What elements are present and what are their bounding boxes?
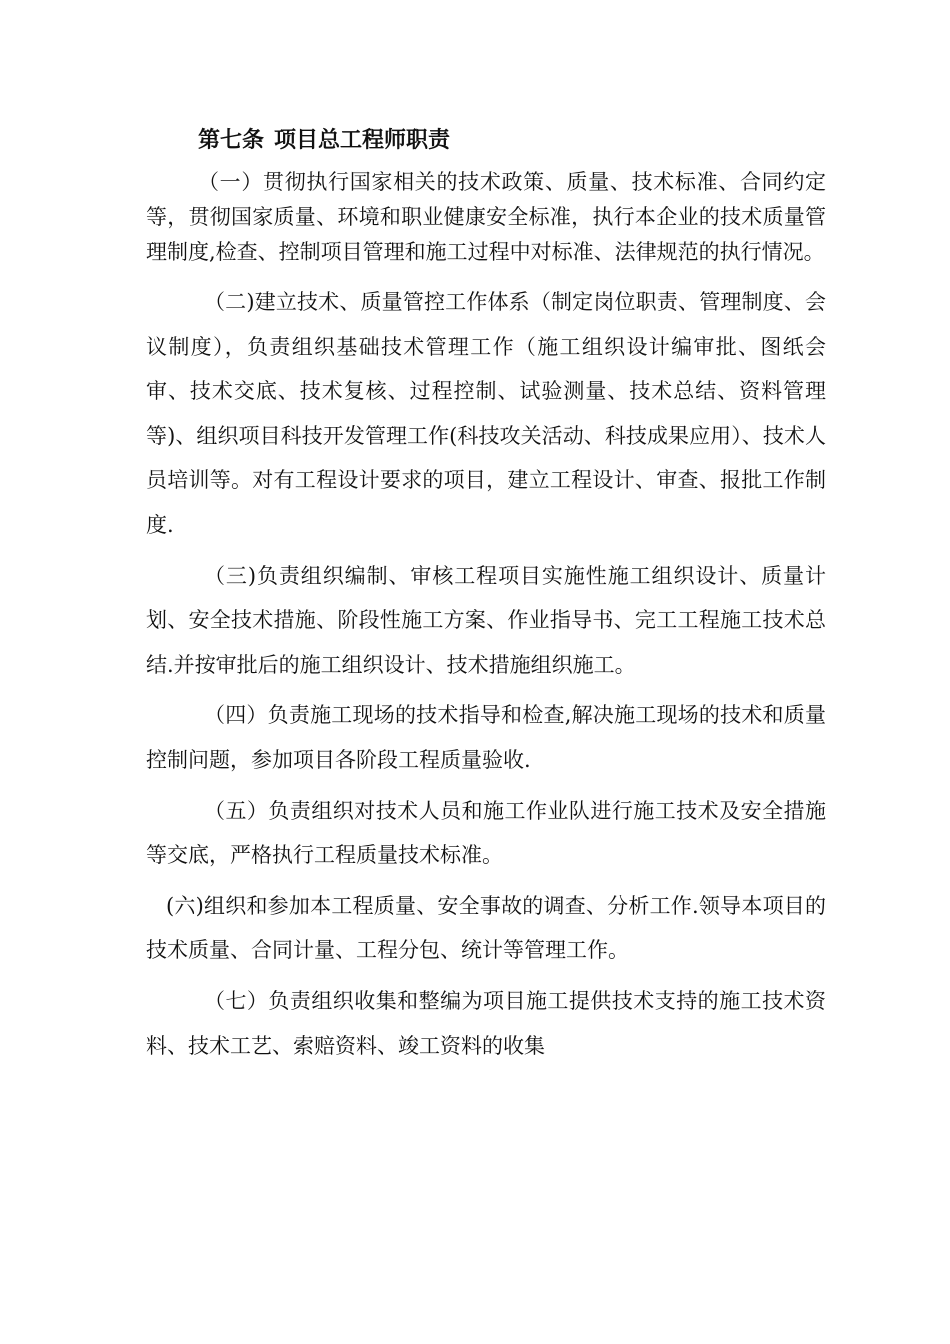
paragraph-6: (六)组织和参加本工程质量、安全事故的调查、分析工作.领导本项目的技术质量、合同计量、工程分包、统计等管理工作。: [146, 893, 826, 963]
paragraph-4: （四）负责施工现场的技术指导和检查,解决施工现场的技术和质量控制问题，参加项目各阶段工程质量验收.: [146, 703, 826, 772]
document-page: [146, 120, 826, 1074]
paragraph-3: （三)负责组织编制、审核工程项目实施性施工组织设计、质量计划、安全技术措施、阶段性施工方案、作业指导书、完工工程施工技术总结.并按审批后的施工组织设计、技术措施组织施工。: [146, 563, 826, 677]
article-heading: [146, 120, 826, 161]
paragraph-1: （一）贯彻执行国家相关的技术政策、质量、技术标准、合同约定等，贯彻国家质量、环境和职业健康安全标准，执行本企业的技术质量管理制度,检查、控制项目管理和施工过程中对标准、法律规范的执行情况。: [146, 170, 826, 264]
paragraph-5: （五）负责组织对技术人员和施工作业队进行施工技术及安全措施等交底，严格执行工程质量技术标准。: [146, 798, 826, 868]
paragraph-2: （二)建立技术、质量管控工作体系（制定岗位职责、管理制度、会议制度），负责组织基础技术管理工作（施工组织设计编审批、图纸会审、技术交底、技术复核、过程控制、试验测量、技术总结、资料管理等)、组织项目科技开发管理工作(科技攻关活动、科技成果应用）、技术人员培训等。对有工程设计要求的项目，建立工程设计、审查、报批工作制度.: [146, 290, 826, 537]
article-number: 第七条: [198, 128, 265, 153]
article-title: 项目总工程师职责: [274, 127, 451, 153]
paragraph-7: （七）负责组织收集和整编为项目施工提供技术支持的施工技术资料、技术工艺、索赔资料、竣工资料的收集: [146, 988, 826, 1058]
